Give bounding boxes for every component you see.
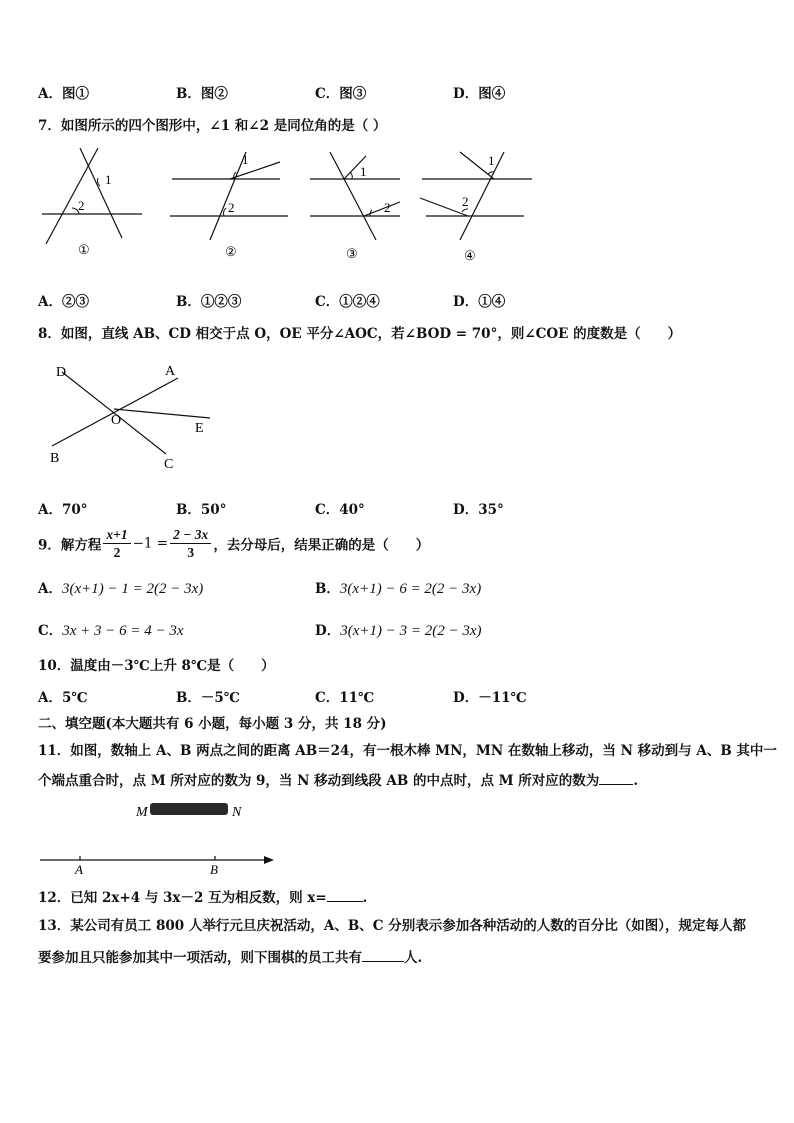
q7-stem: 7．如图所示的四个图形中，∠1 和∠2 是同位角的是（ ） [38,118,387,134]
q10-option-c: C．11℃ [315,690,375,706]
q9-stem [38,526,429,561]
q10-stem: 10．温度由－3℃上升 8℃是（ ） [38,658,275,674]
q11-figure [38,798,288,880]
q8-option-a: A．70° [38,502,88,518]
q8-point-a: A [165,364,176,379]
q7-fig1-angle-1: 1 [105,172,112,187]
q11-line-2-text: 个端点重合时，点 M 所对应的数为 9，当 N 移动到线段 AB 的中点时，点 M 所对应的数为 [38,773,600,789]
q9-option-a-label: A． [38,581,62,597]
q8-option-c: C．40° [315,502,365,518]
q9-option-d-expr: 3(x+1) − 3 = 2(2 − 3x) [340,623,482,639]
q13-line-1: 13．某公司有员工 800 人举行元旦庆祝活动，A、B、C 分别表示参加各种活动的人数的百分比（如图），规定每人都 [38,918,746,934]
q9-option-b-label: B． [315,581,340,597]
q7-option-d: D．①④ [453,294,506,310]
q9-frac2-denominator: 3 [187,545,195,560]
q8-stem: 8．如图，直线 AB、CD 相交于点 O，OE 平分∠AOC，若∠BOD = 70°，则∠COE 的度数是（ ） [38,326,682,342]
q11-label-a: A [75,862,83,877]
q11-label-b: B [210,862,218,877]
q11-line-2-end: . [633,773,639,789]
q9-suffix: ，去分母后，结果正确的是（ ） [213,537,430,554]
q9-fraction-1 [103,526,130,561]
q6-option-d: D．图④ [453,86,506,102]
q12-end: . [362,890,368,906]
q9-option-a [38,577,203,598]
q8-option-b: B．50° [176,502,227,518]
q9-frac1-numerator: x+1 [103,526,130,544]
q9-option-d [315,619,482,640]
q12-answer-blank [327,901,363,902]
q7-fig4-label: ④ [464,248,476,263]
q13-line-2 [38,946,422,966]
q7-fig4-angle-1: 1 [488,153,495,168]
q7-figure-4 [418,146,538,270]
q7-fig3-label: ③ [346,246,358,261]
q7-fig2-label: ② [225,244,237,259]
q6-option-a: A．图① [38,86,89,102]
q9-frac1-denominator: 2 [113,545,121,560]
q10-option-d: D．－11℃ [453,690,527,706]
q12-text: 12．已知 2x+4 与 3x－2 互为相反数，则 x= [38,890,327,906]
q8-point-d: D [56,365,67,380]
q9-option-c-expr: 3x + 3 − 6 = 4 − 3x [62,623,184,639]
q9-prefix: 9．解方程 [38,537,102,554]
q7-fig4-angle-2: 2 [462,194,469,209]
q9-frac2-numerator: 2 − 3x [170,526,211,544]
q7-fig1-label: ① [78,242,90,257]
q11-stick-mn [150,803,228,815]
q13-answer-blank [362,961,404,962]
q11-line-1: 11．如图，数轴上 A、B 两点之间的距离 AB＝24，有一根木棒 MN，MN 在数轴上移动，当 N 移动到与 A、B 其中一 [38,743,777,759]
q10-option-a: A．5℃ [38,690,88,706]
q7-option-a: A．②③ [38,294,89,310]
q9-fraction-2 [170,526,211,561]
q7-fig2-angle-2: 2 [228,200,235,215]
q9-option-b [315,577,481,598]
q10-option-b: B．－5℃ [176,690,240,706]
q8-figure [38,358,238,478]
q9-middle: −1 = [132,535,169,552]
q11-line-2 [38,769,638,789]
q7-fig3-angle-1: 1 [360,164,367,179]
q9-option-c [38,619,184,640]
q13-line-2-end: 人. [404,950,423,966]
q8-option-d: D．35° [453,502,504,518]
q11-answer-blank [599,784,633,785]
q8-point-c: C [164,457,174,472]
q7-figure-3 [308,146,408,266]
q6-option-b: B．图② [176,86,228,102]
q9-option-d-label: D． [315,623,341,639]
q7-figure-2 [168,146,293,266]
section-2-heading: 二、填空题(本大题共有 6 小题，每小题 3 分，共 18 分) [38,716,387,732]
q6-option-c: C．图③ [315,86,367,102]
q7-fig2-angle-1: 1 [242,152,249,167]
q7-fig1-angle-2: 2 [78,198,85,213]
q7-figure-1 [38,146,148,266]
q8-point-b: B [50,451,60,466]
q7-option-b: B．①②③ [176,294,242,310]
q12-line [38,886,367,906]
q9-option-c-label: C． [38,623,63,639]
q8-point-o: O [111,413,122,428]
q7-option-c: C．①②④ [315,294,380,310]
q7-fig3-angle-2: 2 [384,200,391,215]
q13-line-2-text: 要参加且只能参加其中一项活动，则下围棋的员工共有 [38,950,362,966]
q9-option-b-expr: 3(x+1) − 6 = 2(2 − 3x) [339,581,482,597]
q9-option-a-expr: 3(x+1) − 1 = 2(2 − 3x) [61,581,204,597]
q11-label-n: N [232,805,242,820]
q8-point-e: E [195,421,204,436]
q11-label-m: M [136,805,148,820]
